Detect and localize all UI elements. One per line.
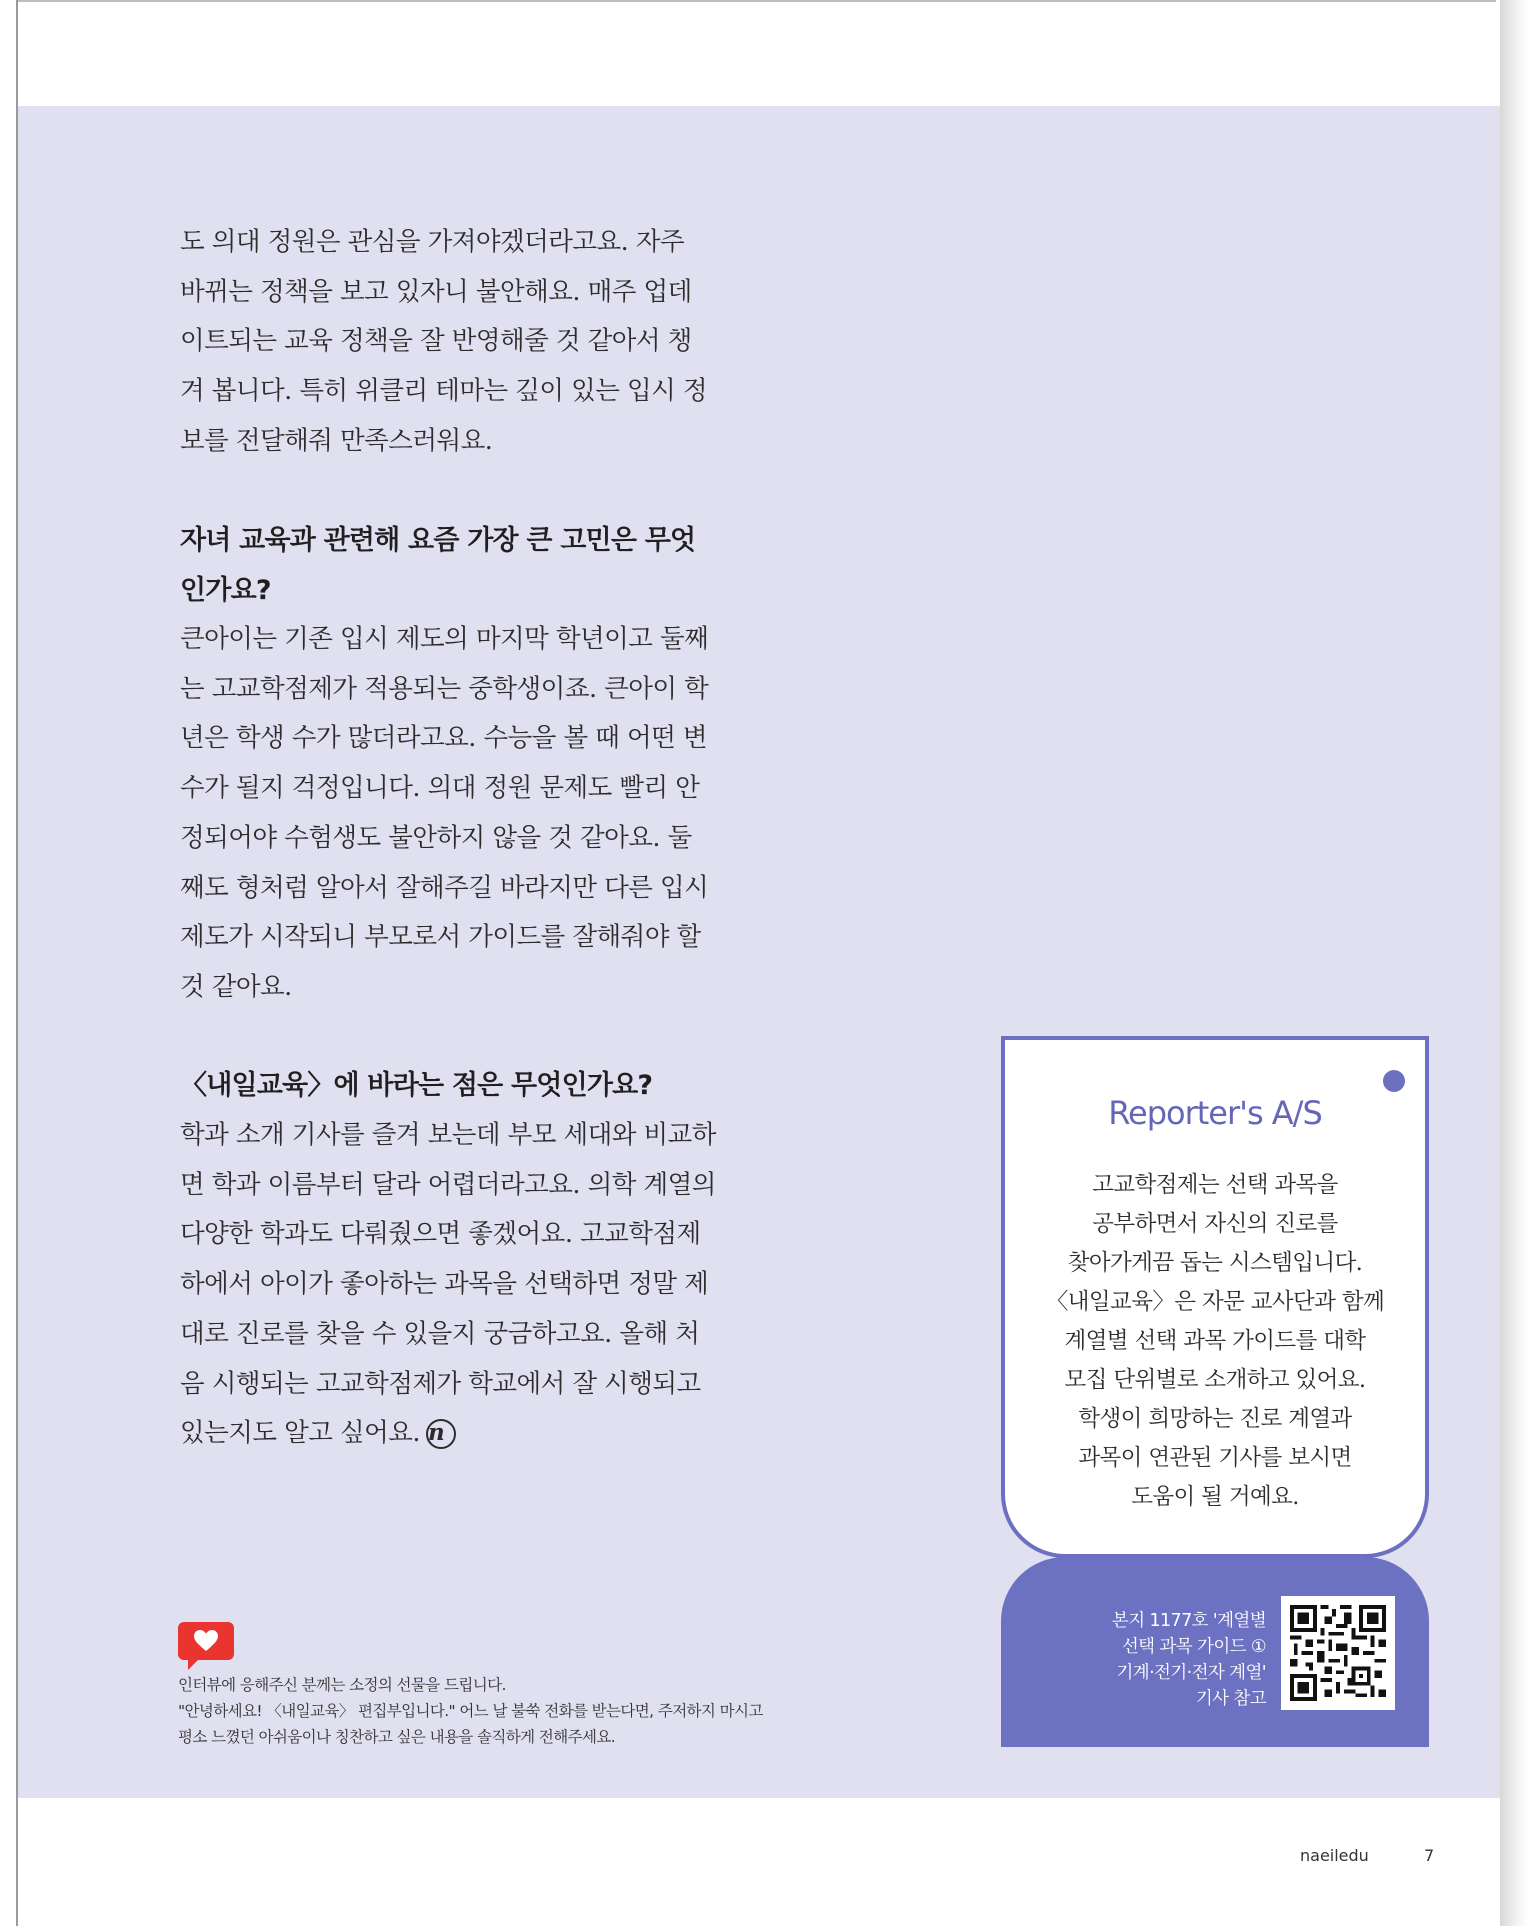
answer-1-line: 이트되는 교육 정책을 잘 반영해줄 것 같아서 챙	[180, 326, 692, 357]
question-3	[180, 1061, 740, 1111]
answer-3-line: 면 학과 이름부터 달라 어렵더라고요. 의학 계열의	[180, 1169, 716, 1200]
qr-code-icon[interactable]	[1281, 1596, 1395, 1710]
answer-2	[180, 615, 740, 1013]
question-2-line: 인가요?	[180, 574, 271, 606]
reporter-as-line: 공부하면서 자신의 진로를	[1092, 1211, 1338, 1237]
answer-2-line: 제도가 시작되니 부모로서 가이드를 잘해줘야 할	[180, 922, 701, 953]
answer-3-line: 있는지도 알고 싶어요.	[180, 1418, 421, 1449]
reference-line: 기사 참고	[1195, 1689, 1266, 1709]
footer-brand: naeiledu	[1300, 1846, 1369, 1865]
notice-line: 평소 느꼈던 아쉬움이나 칭찬하고 싶은 내용을 솔직하게 전해주세요.	[178, 1728, 616, 1746]
question-3-text: 〈내일교육〉에 바라는 점은 무엇인가요?	[180, 1070, 653, 1101]
notice-line: 인터뷰에 응해주신 분께는 소정의 선물을 드립니다.	[178, 1676, 506, 1694]
page-gutter-shadow	[1500, 0, 1530, 1926]
reporter-as-line: 〈내일교육〉은 자문 교사단과 함께	[1045, 1289, 1385, 1315]
article-reference-text	[1060, 1608, 1266, 1712]
answer-1-line: 바뀌는 정책을 보고 있자니 불안해요. 매주 업데	[180, 276, 692, 307]
answer-3	[180, 1111, 740, 1459]
reporter-as-dot	[1383, 1070, 1405, 1092]
notice-line: "안녕하세요! 〈내일교육〉 편집부입니다." 어느 날 불쑥 전화를 받는다면, 주저하지 마시고	[178, 1702, 763, 1720]
answer-3-line: 학과 소개 기사를 즐겨 보는데 부모 세대와 비교하	[180, 1120, 716, 1150]
reference-line: 선택 과목 가이드 ①	[1121, 1637, 1266, 1657]
reporter-as-line: 도움이 될 거예요.	[1131, 1484, 1299, 1510]
reference-line: 본지 1177호 '계열별	[1111, 1611, 1266, 1631]
reporter-as-line: 모집 단위별로 소개하고 있어요.	[1064, 1367, 1366, 1393]
interview-notice	[178, 1672, 858, 1750]
heart-speech-icon	[178, 1622, 234, 1660]
reporter-as-line: 찾아가게끔 돕는 시스템입니다.	[1067, 1250, 1363, 1276]
reference-line: 기계·전기·전자 계열'	[1116, 1663, 1266, 1683]
answer-3-line: 음 시행되는 고교학점제가 학교에서 잘 시행되고	[180, 1368, 701, 1399]
reporter-as-title: Reporter's A/S	[1108, 1094, 1322, 1132]
reporter-as-line: 고교학점제는 선택 과목을	[1092, 1172, 1338, 1198]
question-2-line: 자녀 교육과 관련해 요즘 가장 큰 고민은 무엇	[180, 525, 696, 556]
page-edge-top	[16, 0, 1496, 2]
reporter-as-body	[1011, 1166, 1419, 1517]
reporter-as-line: 계열별 선택 과목 가이드를 대학	[1064, 1328, 1366, 1354]
reporter-as-line: 과목이 연관된 기사를 보시면	[1078, 1445, 1352, 1471]
page-number: 7	[1424, 1846, 1435, 1865]
reporter-as-line: 학생이 희망하는 진로 계열과	[1078, 1406, 1352, 1432]
answer-2-line: 는 고교학점제가 적용되는 중학생이죠. 큰아이 학	[180, 673, 709, 704]
answer-2-line: 수가 될지 걱정입니다. 의대 정원 문제도 빨리 안	[180, 773, 700, 804]
answer-2-line: 년은 학생 수가 많더라고요. 수능을 볼 때 어떤 변	[180, 723, 707, 754]
question-2	[180, 516, 740, 615]
answer-1-line: 보를 전달해줘 만족스러워요.	[180, 425, 493, 456]
answer-2-line: 것 같아요.	[180, 971, 292, 1002]
answer-3-line: 하에서 아이가 좋아하는 과목을 선택하면 정말 제	[180, 1269, 709, 1300]
answer-2-line: 째도 형처럼 알아서 잘해주길 바라지만 다른 입시	[180, 872, 709, 903]
answer-1	[180, 218, 740, 467]
naeil-end-mark-icon: n	[426, 1419, 456, 1449]
answer-2-line: 정되어야 수험생도 불안하지 않을 것 같아요. 둘	[180, 822, 692, 853]
answer-3-line: 다양한 학과도 다뤄줬으면 좋겠어요. 고교학점제	[180, 1219, 701, 1250]
answer-2-line: 큰아이는 기존 입시 제도의 마지막 학년이고 둘째	[180, 624, 709, 654]
answer-1-line: 도 의대 정원은 관심을 가져야겠더라고요. 자주	[180, 227, 685, 257]
answer-3-line: 대로 진로를 찾을 수 있을지 궁금하고요. 올해 처	[180, 1318, 700, 1349]
answer-1-line: 겨 봅니다. 특히 위클리 테마는 깊이 있는 입시 정	[180, 376, 707, 407]
